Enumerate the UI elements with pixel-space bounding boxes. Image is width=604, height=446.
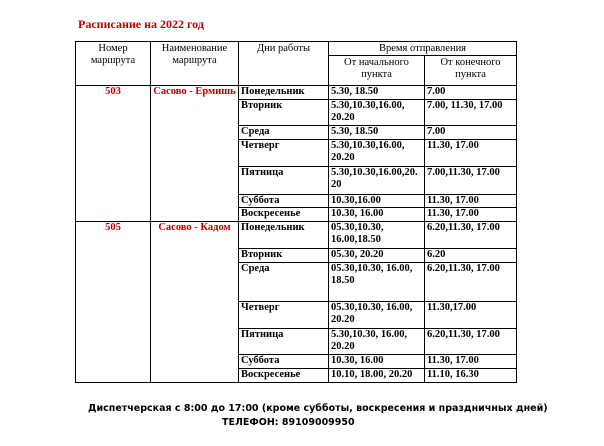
header-from-start: От начального пункта	[329, 56, 425, 86]
from-end-cell: 6.20,11.30, 17.00	[425, 328, 517, 355]
from-start-cell: 05.30,10.30, 16.00, 20.20	[329, 302, 425, 329]
from-start-cell: 5.30,10.30,16.00, 20.20	[329, 140, 425, 167]
footer	[88, 402, 548, 430]
day-cell: Вторник	[239, 99, 329, 126]
day-cell: Пятница	[239, 166, 329, 194]
from-end-cell: 6.20,11.30, 17.00	[425, 262, 517, 301]
schedule-title: Расписание на 2022 год	[78, 17, 204, 31]
from-end-cell: 11.30, 17.00	[425, 355, 517, 369]
from-end-cell: 11.30, 17.00	[425, 208, 517, 222]
from-end-cell: 7.00	[425, 126, 517, 140]
schedule-table	[75, 41, 517, 383]
from-start-cell: 05.30,10.30, 16.00, 18.50	[329, 262, 425, 301]
day-cell: Вторник	[239, 248, 329, 262]
from-end-cell: 11.30, 17.00	[425, 140, 517, 167]
header-route-name: Наименование маршрута	[151, 42, 239, 86]
from-start-cell: 05.30, 20.20	[329, 248, 425, 262]
header-from-end: От конечного пункта	[425, 56, 517, 86]
route-number: 503	[76, 86, 151, 222]
route-number: 505	[76, 222, 151, 383]
from-start-cell: 5.30, 18.50	[329, 126, 425, 140]
table-row	[76, 222, 517, 249]
day-cell: Суббота	[239, 194, 329, 208]
from-end-cell: 11.10, 16.30	[425, 369, 517, 383]
from-start-cell: 5.30,10.30,16.00, 20.20	[329, 99, 425, 126]
header-departure-time: Время отправления	[329, 42, 517, 56]
route-name: Сасово - Ермишь	[151, 86, 239, 222]
from-start-cell: 05.30,10.30, 16.00,18.50	[329, 222, 425, 249]
day-cell: Четверг	[239, 302, 329, 329]
from-end-cell: 7.00, 11.30, 17.00	[425, 99, 517, 126]
day-cell: Понедельник	[239, 222, 329, 249]
from-end-cell: 7.00	[425, 86, 517, 100]
route-name: Сасово - Кадом	[151, 222, 239, 383]
from-end-cell: 7.00,11.30, 17.00	[425, 166, 517, 194]
from-start-cell: 5.30,10.30,16.00,20. 20	[329, 166, 425, 194]
day-cell: Понедельник	[239, 86, 329, 100]
day-cell: Воскресенье	[239, 369, 329, 383]
table-row	[76, 86, 517, 100]
from-end-cell: 11.30,17.00	[425, 302, 517, 329]
from-end-cell: 11.30, 17.00	[425, 194, 517, 208]
phone-number: ТЕЛЕФОН: 89109009950	[222, 417, 355, 428]
day-cell: Пятница	[239, 328, 329, 355]
day-cell: Воскресенье	[239, 208, 329, 222]
from-start-cell: 10.30, 16.00	[329, 355, 425, 369]
header-days: Дни работы	[239, 42, 329, 86]
dispatcher-hours: Диспетчерская с 8:00 до 17:00 (кроме субботы, воскресения и праздничных дней)	[88, 403, 548, 414]
header-route-number: Номер маршрута	[76, 42, 151, 86]
from-start-cell: 5.30, 18.50	[329, 86, 425, 100]
from-end-cell: 6.20	[425, 248, 517, 262]
day-cell: Среда	[239, 262, 329, 301]
day-cell: Среда	[239, 126, 329, 140]
from-end-cell: 6.20,11.30, 17.00	[425, 222, 517, 249]
from-start-cell: 10.30,16.00	[329, 194, 425, 208]
day-cell: Суббота	[239, 355, 329, 369]
from-start-cell: 10.10, 18.00, 20.20	[329, 369, 425, 383]
from-start-cell: 10.30, 16.00	[329, 208, 425, 222]
from-start-cell: 5.30,10.30, 16.00, 20.20	[329, 328, 425, 355]
day-cell: Четверг	[239, 140, 329, 167]
